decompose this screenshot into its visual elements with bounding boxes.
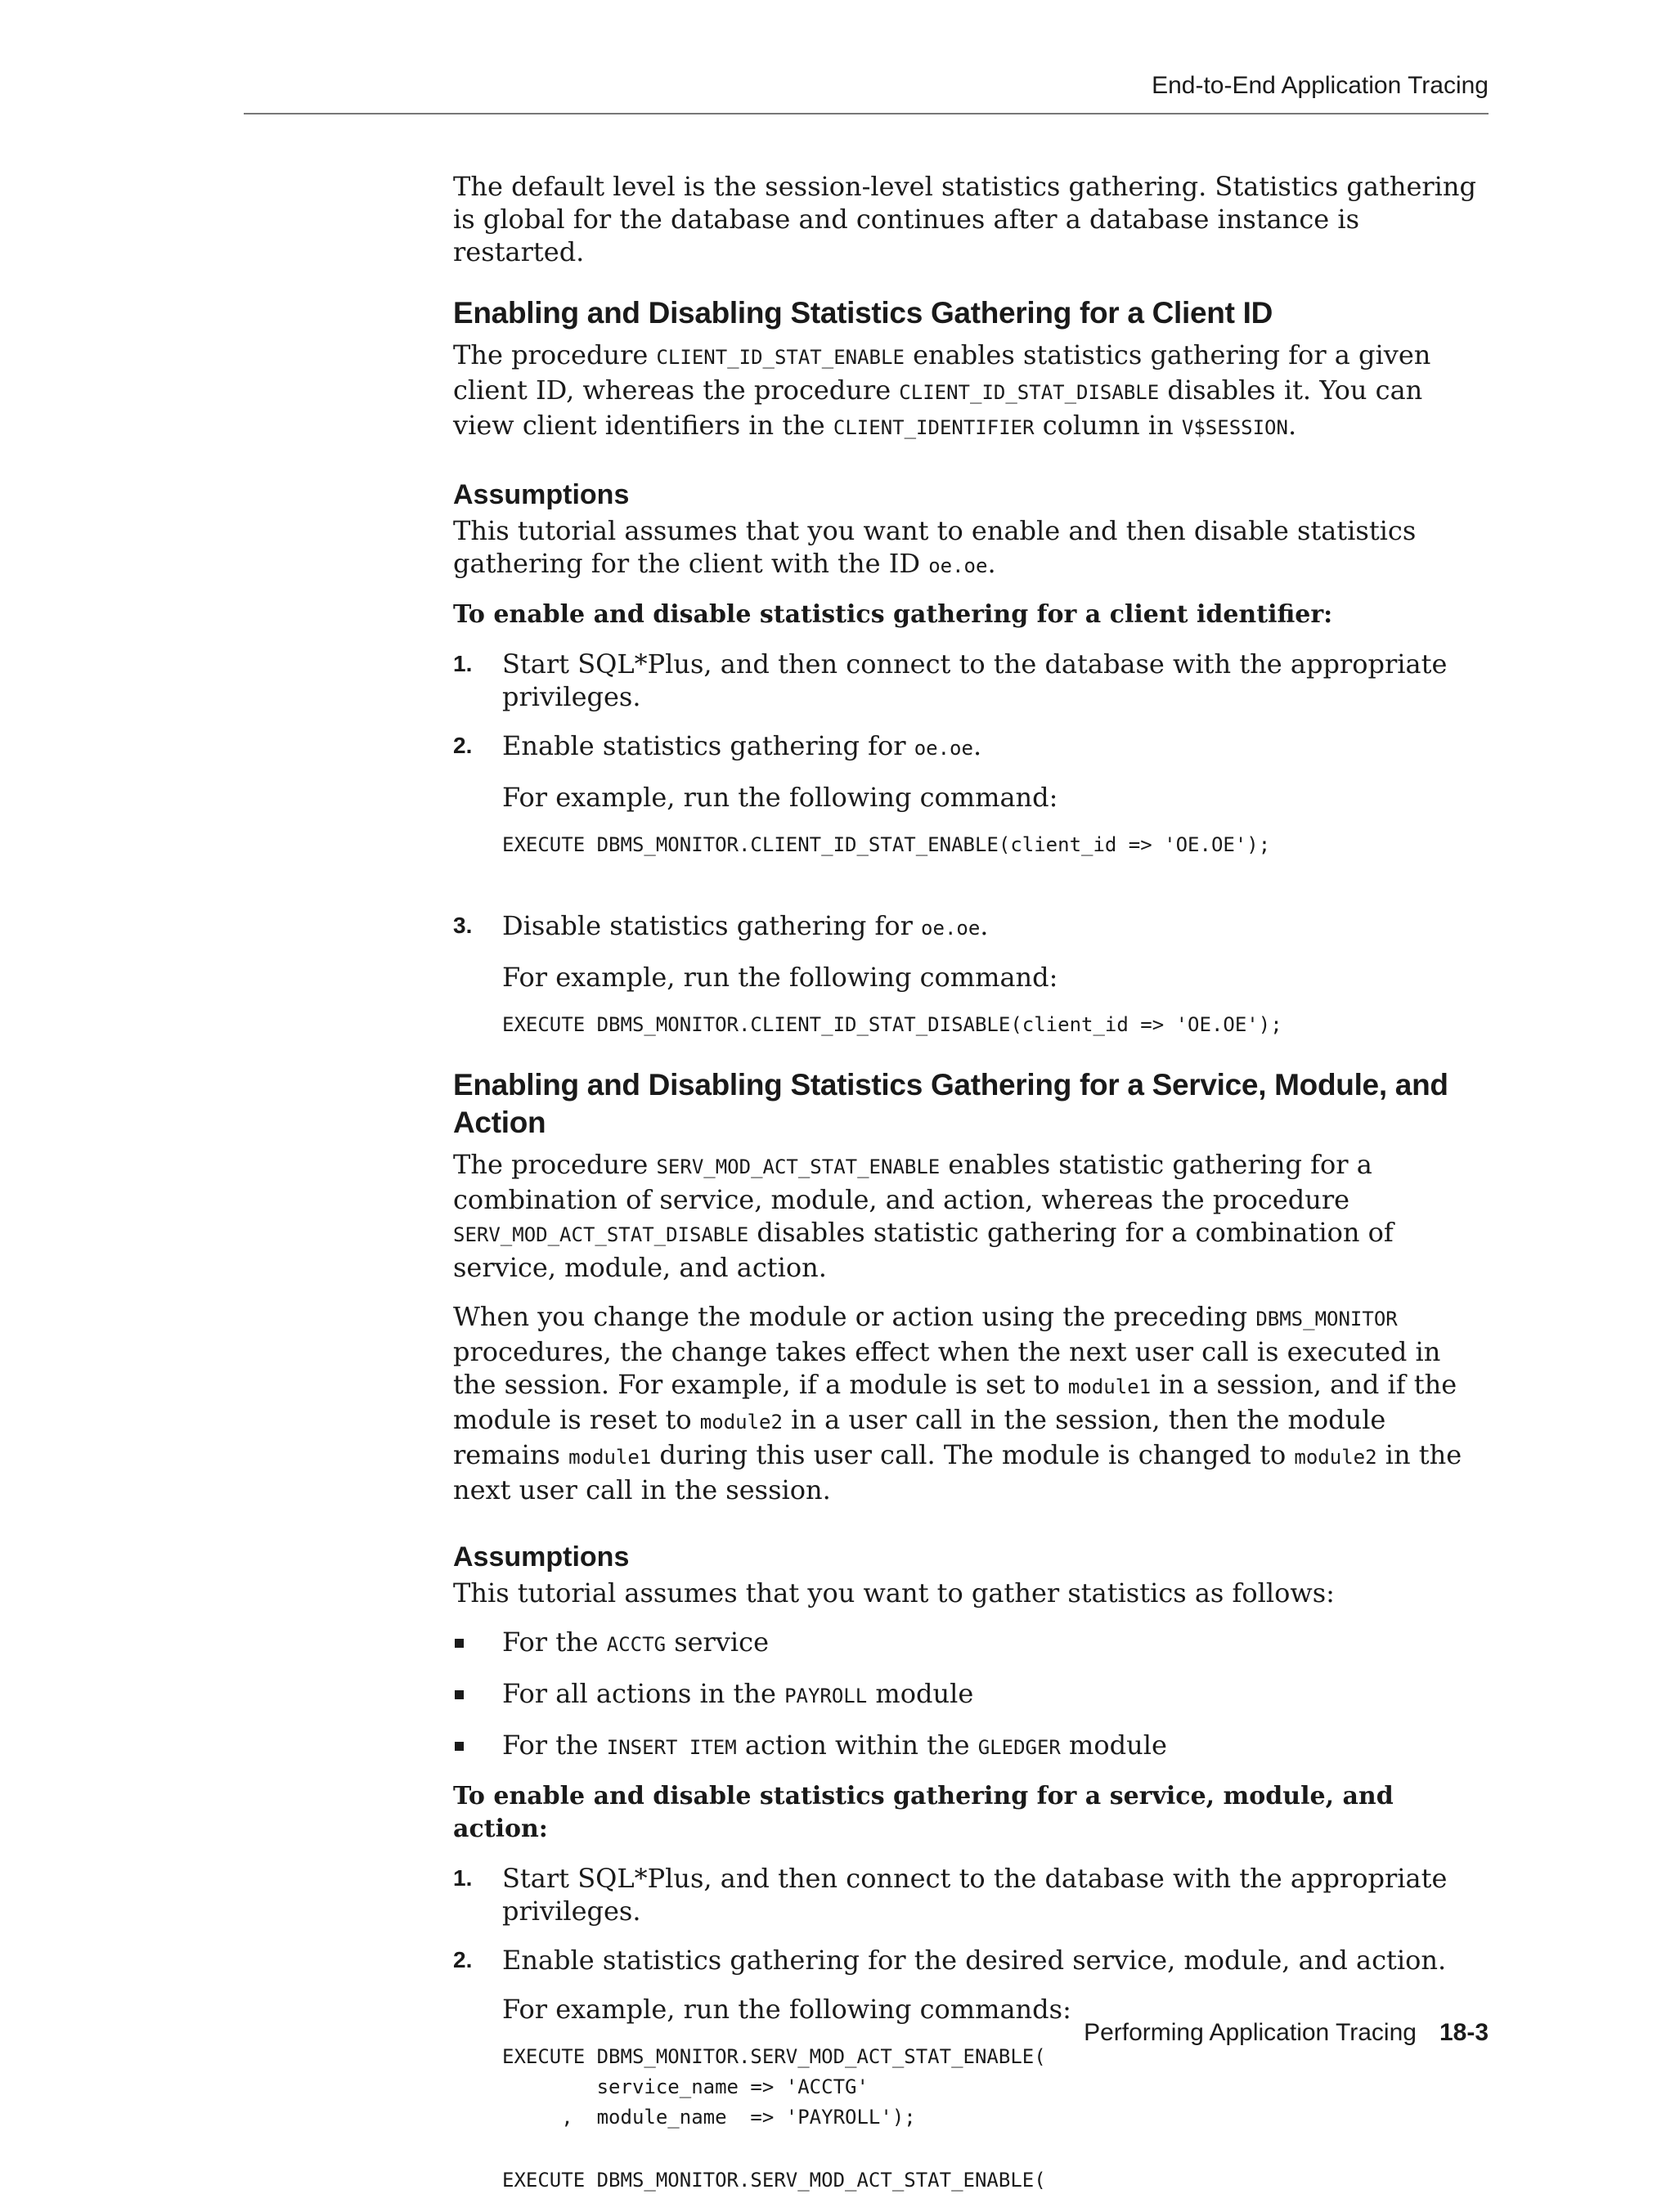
step-text: Start SQL*Plus, and then connect to the database with the appropriate privileges. [502,1863,1448,1927]
bullet-text [502,1626,769,1661]
bullet-text [502,1729,1167,1764]
code-term: module1 [568,1446,652,1469]
step-number: 2. [453,733,473,758]
step-text: Start SQL*Plus, and then connect to the database with the appropriate privileges. [502,648,1448,712]
code-term: GLEDGER [977,1736,1061,1759]
bullet-item [453,1626,1489,1661]
procedure-title: To enable and disable statistics gathering for a service, module, and action: [453,1782,1394,1843]
running-footer [244,2019,1489,2047]
code-example: EXECUTE DBMS_MONITOR.SERV_MOD_ACT_STAT_ENABLE( [502,2169,1046,2192]
example-text: For example, run the following commands: [502,1994,1071,2025]
code-example: EXECUTE DBMS_MONITOR.CLIENT_ID_STAT_ENABLE(client_id => 'OE.OE'); [502,833,1271,856]
code-term: module2 [699,1411,783,1434]
text: . [1287,410,1297,441]
step-item [453,648,1489,713]
text: in a user call in the session, then the module remains [453,1404,1386,1470]
footer-title: Performing Application Tracing [1084,2019,1417,2046]
header-rule [244,113,1489,114]
step-number: 3. [453,913,473,938]
bullet-item [453,1677,1489,1712]
service-module-paragraph [453,1148,1489,1284]
code-term: CLIENT_ID_STAT_ENABLE [656,346,905,369]
step-number: 2. [453,1947,473,1972]
step-item [453,1944,1489,2196]
step-text [502,729,1489,765]
text: enables statistic gathering for a combination of service, module, and action, whereas the procedure [453,1149,1372,1215]
bullet-text [502,1677,973,1712]
text: Enable statistics gathering for [502,730,914,761]
code-term: PAYROLL [784,1685,868,1707]
text: in the next user call in the session. [453,1439,1462,1505]
step-text [502,909,1489,944]
text: in a session, and if the module is reset to [453,1369,1457,1435]
code-term: SERV_MOD_ACT_STAT_DISABLE [453,1223,749,1246]
text: For the [502,1626,607,1658]
text: . [972,730,982,761]
text: . [980,910,989,941]
step-item [453,909,1489,1040]
client-id-paragraph [453,339,1489,444]
step-item [453,1862,1489,1927]
text: The procedure [453,1149,657,1180]
assumptions-paragraph [453,514,1489,582]
code-term: INSERT ITEM [606,1736,737,1759]
page-content [453,170,1489,2212]
running-header: End-to-End Application Tracing [1152,72,1489,99]
text: When you change the module or action using the preceding [453,1301,1256,1332]
text: column in [1034,410,1182,441]
intro-paragraph: The default level is the session-level statistics gathering. Statistics gathering is global for the database and continues after a database instance is restarted. [453,171,1476,267]
code-term: module2 [1294,1446,1377,1469]
example-text: For example, run the following command: [502,962,1058,993]
text: For all actions in the [502,1678,785,1709]
text: Disable statistics gathering for [502,910,922,941]
text: action within the [736,1730,978,1761]
text: This tutorial assumes that you want to enable and then disable statistics gathering for the client with the ID [453,515,1417,579]
text: disables statistic gathering for a combination of service, module, and action. [453,1217,1394,1283]
code-term: oe.oe [928,554,988,577]
text: The procedure [453,339,657,370]
assumptions-heading: Assumptions [453,1541,630,1573]
procedure-title: To enable and disable statistics gathering for a client identifier: [453,600,1333,629]
code-example: EXECUTE DBMS_MONITOR.SERV_MOD_ACT_STAT_ENABLE( service_name => 'ACCTG' , module_name => 'PAYROLL'); [502,2045,1046,2129]
code-term: DBMS_MONITOR [1255,1308,1398,1330]
text: module [867,1678,974,1709]
code-term: oe.oe [921,917,981,940]
text: service [666,1626,770,1658]
code-example: EXECUTE DBMS_MONITOR.CLIENT_ID_STAT_DISABLE(client_id => 'OE.OE'); [502,1013,1282,1036]
text: For the [502,1730,607,1761]
code-term: CLIENT_IDENTIFIER [833,416,1035,439]
step-text: Enable statistics gathering for the desired service, module, and action. [502,1945,1447,1976]
text: . [987,548,996,579]
code-term: V$SESSION [1181,416,1288,439]
text: enables statistics gathering for a given client ID, whereas the procedure [453,339,1431,406]
step-number: 1. [453,651,473,676]
assumptions-heading: Assumptions [453,479,630,510]
module-change-paragraph [453,1300,1489,1506]
code-term: SERV_MOD_ACT_STAT_ENABLE [656,1155,941,1178]
bullet-item [453,1729,1489,1764]
step-item [453,729,1489,893]
example-text: For example, run the following command: [502,782,1058,813]
section-heading-client-id: Enabling and Disabling Statistics Gathering for a Client ID [453,296,1273,330]
bullet-square-icon [453,1729,502,1764]
code-term: oe.oe [914,737,973,760]
text: disables it. You can view client identifiers in the [453,375,1423,441]
code-term: module1 [1067,1375,1152,1398]
assumptions-paragraph: This tutorial assumes that you want to gather statistics as follows: [453,1577,1335,1609]
bullet-square-icon [453,1677,502,1712]
page-number: 18-3 [1439,2019,1489,2046]
text: module [1060,1730,1167,1761]
code-term: ACCTG [606,1633,667,1656]
section-heading-service-module-action: Enabling and Disabling Statistics Gathering for a Service, Module, and Action [453,1068,1448,1139]
text: during this user call. The module is changed to [651,1439,1295,1470]
bullet-square-icon [453,1626,502,1661]
code-term: CLIENT_ID_STAT_DISABLE [899,381,1160,404]
step-number: 1. [453,1865,473,1891]
text: procedures, the change takes effect when the next user call is executed in the session. For example, if a module is set to [453,1336,1441,1400]
